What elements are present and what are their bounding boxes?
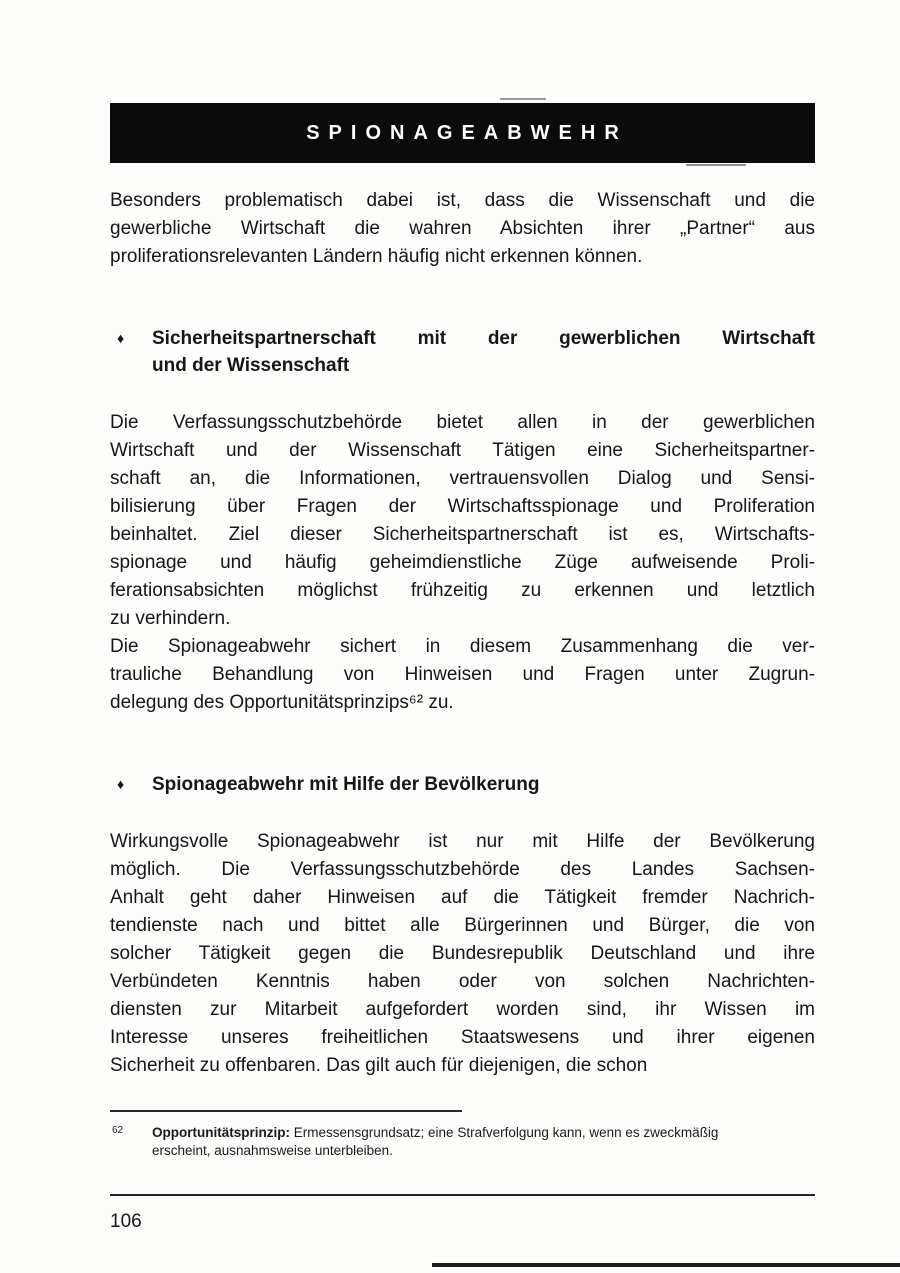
subsection-heading xyxy=(110,771,815,798)
footnote-separator-rule xyxy=(110,1110,462,1112)
text-line: Sicherheit zu offenbaren. Das gilt auch für diejenigen, die schon xyxy=(110,1055,648,1076)
body-content xyxy=(110,187,815,1080)
text-line: Wirkungsvolle Spionageabwehr ist nur mit Hilfe der Bevölkerung xyxy=(110,831,815,852)
diamond-bullet-icon: ♦ xyxy=(117,776,125,792)
text-line: bilisierung über Fragen der Wirtschaftsspionage und Proliferation xyxy=(110,496,815,517)
text-line: Interesse unseres freiheitlichen Staatswesens und ihrer eigenen xyxy=(110,1027,815,1048)
paragraph xyxy=(110,633,815,717)
text-line: Besonders problematisch dabei ist, dass die Wissenschaft und die xyxy=(110,190,815,211)
text-line: Die Spionageabwehr sichert in diesem Zusammenhang die ver- xyxy=(110,636,815,657)
subsection-heading xyxy=(110,325,815,379)
heading-line: Sicherheitspartnerschaft mit der gewerblichen Wirtschaft xyxy=(152,328,815,349)
page-number: 106 xyxy=(110,1211,142,1232)
heading-text xyxy=(152,771,815,798)
diamond-bullet-icon: ♦ xyxy=(117,330,125,346)
text-line: Die Verfassungsschutzbehörde bietet allen in der gewerblichen xyxy=(110,412,815,433)
heading-text xyxy=(152,325,815,379)
scan-artifact-dash-top xyxy=(500,98,546,100)
text-line: tendienste nach und bittet alle Bürgerinnen und Bürger, die von xyxy=(110,915,815,936)
text-line: schaft an, die Informationen, vertrauensvollen Dialog und Sensi- xyxy=(110,468,815,489)
bottom-page-rule xyxy=(110,1194,815,1196)
footnote-marker: 62 xyxy=(112,1125,124,1136)
text-line: zu verhindern. xyxy=(110,608,231,629)
scan-artifact-line-bottom xyxy=(432,1263,900,1267)
footnote-body: Ermessensgrundsatz; eine Strafverfolgung kann, wenn es zweckmäßig erscheint, ausnahmsweise unterbleiben. xyxy=(152,1125,719,1158)
scan-artifact-dash-mid xyxy=(686,164,746,166)
text-line: solcher Tätigkeit gegen die Bundesrepublik Deutschland und ihre xyxy=(110,943,815,964)
section-header-banner xyxy=(110,103,815,163)
heading-line: Spionageabwehr mit Hilfe der Bevölkerung xyxy=(152,774,540,795)
text-line: beinhaltet. Ziel dieser Sicherheitspartnerschaft ist es, Wirtschafts- xyxy=(110,524,815,545)
text-line: diensten zur Mitarbeit aufgefordert worden sind, ihr Wissen im xyxy=(110,999,815,1020)
text-line: gewerbliche Wirtschaft die wahren Absichten ihrer „Partner“ aus xyxy=(110,218,815,239)
text-line: möglich. Die Verfassungsschutzbehörde des Landes Sachsen- xyxy=(110,859,815,880)
footnote xyxy=(110,1124,815,1160)
text-line: Verbündeten Kenntnis haben oder von solchen Nachrichten- xyxy=(110,971,815,992)
footnote-text xyxy=(152,1124,762,1160)
paragraph xyxy=(110,409,815,633)
text-line: ferationsabsichten möglichst frühzeitig zu erkennen und letztlich xyxy=(110,580,815,601)
section-title: SPIONAGEABWEHR xyxy=(306,121,628,144)
paragraph xyxy=(110,187,815,271)
text-line: trauliche Behandlung von Hinweisen und Fragen unter Zugrun- xyxy=(110,664,815,685)
text-line: proliferationsrelevanten Ländern häufig nicht erkennen können. xyxy=(110,246,643,267)
footnote-term: Opportunitätsprinzip: xyxy=(152,1125,290,1140)
text-line: spionage und häufig geheimdienstliche Züge aufweisende Proli- xyxy=(110,552,815,573)
text-line: Anhalt geht daher Hinweisen auf die Tätigkeit fremder Nachrich- xyxy=(110,887,815,908)
text-line: delegung des Opportunitätsprinzips⁶² zu. xyxy=(110,692,454,713)
paragraph xyxy=(110,828,815,1080)
heading-line: und der Wissenschaft xyxy=(152,355,350,376)
text-line: Wirtschaft und der Wissenschaft Tätigen eine Sicherheitspartner- xyxy=(110,440,815,461)
